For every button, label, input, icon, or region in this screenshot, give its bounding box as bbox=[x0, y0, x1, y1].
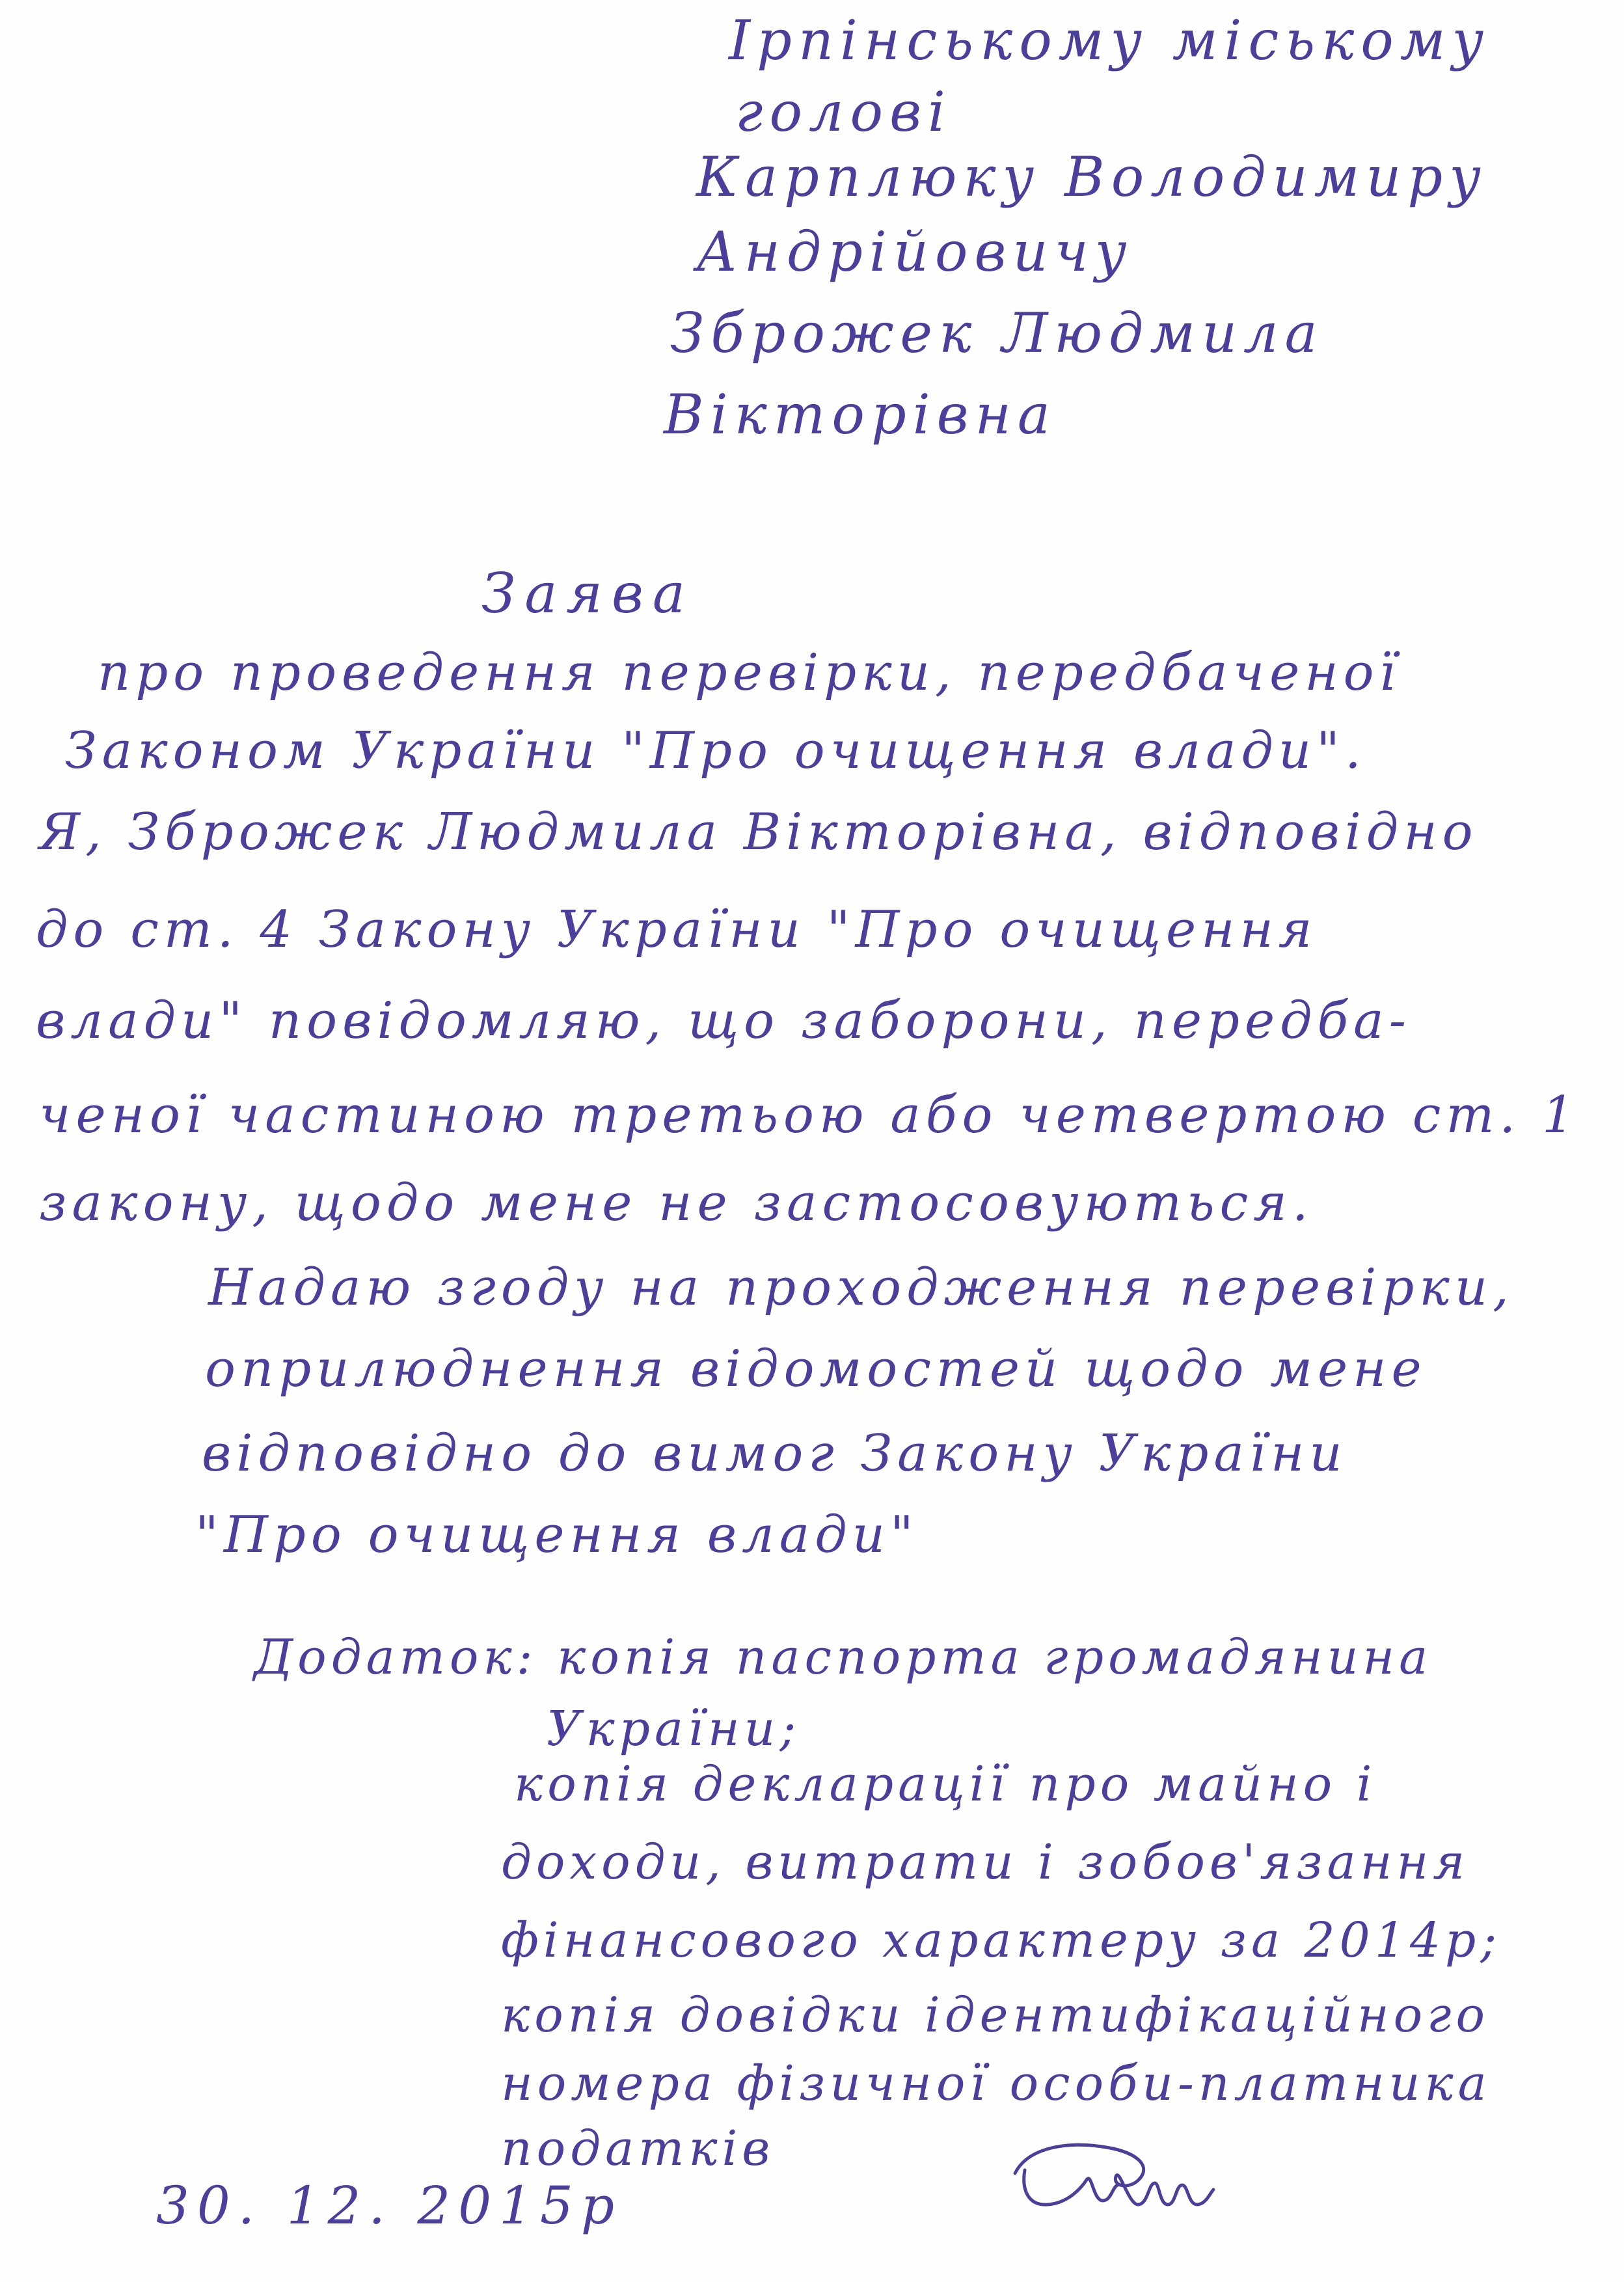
body-line: про проведення перевірки, передбаченої bbox=[98, 644, 1401, 702]
addressee-line-2: голові bbox=[735, 80, 952, 144]
annex-line: фінансового характеру за 2014р; bbox=[501, 1912, 1502, 1968]
body-line: Я, Зброжек Людмила Вікторівна, відповідно bbox=[39, 803, 1478, 862]
body-line: ченої частиною третьою або четвертою ст. 1 bbox=[39, 1086, 1580, 1145]
signature-icon bbox=[989, 2128, 1236, 2225]
applicant-line-1: Зброжек Людмила bbox=[670, 301, 1324, 365]
body-line: до ст. 4 Закону України "Про очищення bbox=[36, 901, 1318, 959]
body-line: Законом України "Про очищення влади". bbox=[65, 722, 1366, 780]
addressee-line-1: Ірпінському міському bbox=[729, 8, 1491, 72]
document-title: Заява bbox=[481, 562, 695, 625]
annex-line: податків bbox=[501, 2121, 775, 2177]
annex-line: копія декларації про майно і bbox=[514, 1756, 1377, 1812]
annex-line: Додаток: копія паспорта громадянина bbox=[254, 1629, 1433, 1685]
annex-line: номера фізичної особи-платника bbox=[501, 2056, 1491, 2112]
addressee-line-4: Андрійовичу bbox=[696, 220, 1133, 284]
body-line: оприлюднення відомостей щодо мене bbox=[205, 1340, 1427, 1398]
body-line: Надаю згоду на проходження перевірки, bbox=[208, 1258, 1514, 1317]
annex-line: копія довідки ідентифікаційного bbox=[501, 1987, 1490, 2043]
body-line: відповідно до вимог Закону України bbox=[202, 1424, 1347, 1483]
date: 30. 12. 2015р bbox=[156, 2175, 623, 2236]
annex-line: України; bbox=[547, 1701, 801, 1757]
body-line: влади" повідомляю, що заборони, передба- bbox=[36, 992, 1411, 1050]
annex-line: доходи, витрати і зобов'язання bbox=[501, 1834, 1470, 1890]
body-line: "Про очищення влади" bbox=[195, 1506, 919, 1564]
body-line: закону, щодо мене не застосовуються. bbox=[39, 1174, 1314, 1232]
addressee-line-3: Карплюку Володимиру bbox=[696, 145, 1487, 209]
applicant-line-2: Вікторівна bbox=[664, 383, 1057, 446]
